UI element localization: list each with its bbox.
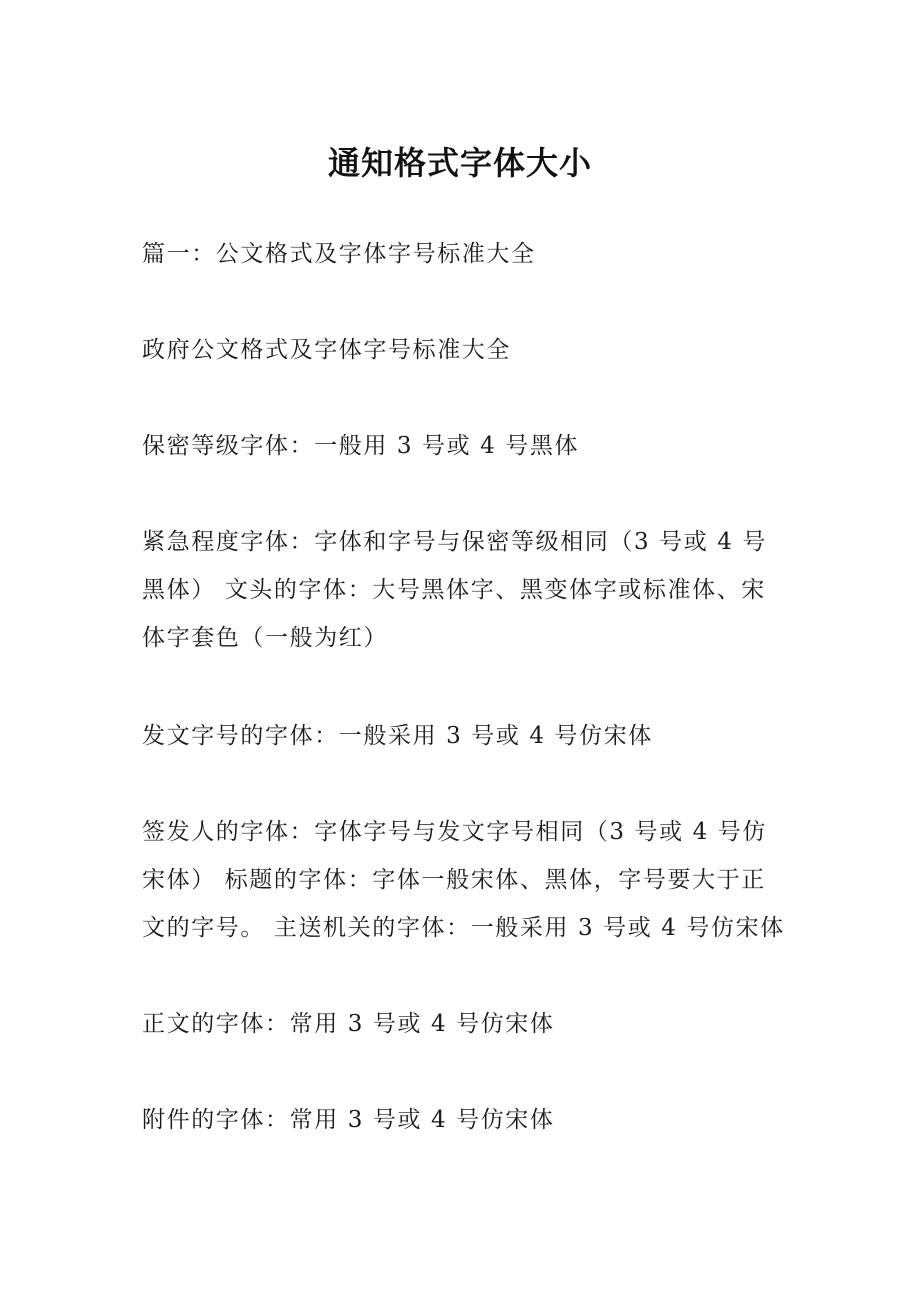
paragraph-4: 紧急程度字体：字体和字号与保密等级相同（3 号或 4 号黑体） 文头的字体：大号黑体字、黑变体字或标准体、宋体字套色（一般为红） bbox=[142, 529, 767, 651]
paragraph-8: 附件的字体：常用 3 号或 4 号仿宋体 bbox=[142, 1107, 555, 1133]
paragraph-7: 正文的字体：常用 3 号或 4 号仿宋体 bbox=[142, 1011, 555, 1037]
paragraph-3: 保密等级字体：一般用 3 号或 4 号黑体 bbox=[142, 433, 580, 459]
document-title: 通知格式字体大小 bbox=[327, 144, 592, 183]
paragraph-5: 发文字号的字体：一般采用 3 号或 4 号仿宋体 bbox=[142, 723, 653, 749]
paragraph-2: 政府公文格式及字体字号标准大全 bbox=[142, 337, 511, 363]
paragraph-6: 签发人的字体：字体字号与发文字号相同（3 号或 4 号仿宋体） 标题的字体：字体一般宋体、黑体，字号要大于正文的字号。 主送机关的字体：一般采用 3 号或 4 号仿宋体 bbox=[142, 819, 785, 941]
paragraph-1: 篇一：公文格式及字体字号标准大全 bbox=[142, 241, 536, 267]
